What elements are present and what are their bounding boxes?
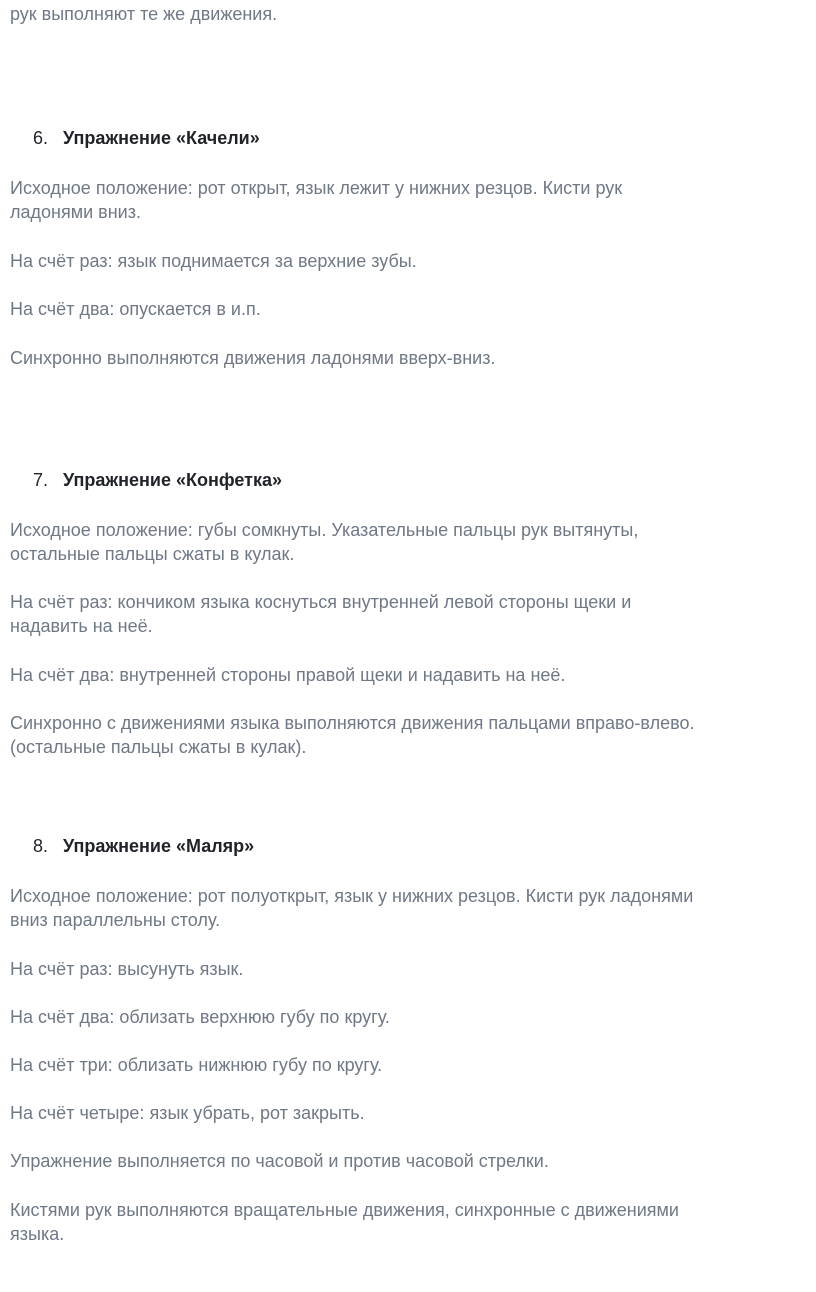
exercise-6-line: На счёт два: опускается в и.п. xyxy=(10,299,261,319)
exercise-7-heading xyxy=(33,468,282,492)
exercise-6-title: Упражнение «Качели» xyxy=(63,128,260,148)
exercise-7-line: (остальные пальцы сжаты в кулак). xyxy=(10,737,307,757)
exercise-7-line: Исходное положение: губы сомкнуты. Указательные пальцы рук вытянуты, xyxy=(10,520,639,540)
exercise-6-heading xyxy=(33,126,260,150)
exercise-6-line: На счёт раз: язык поднимается за верхние зубы. xyxy=(10,251,417,271)
exercise-8-number: 8. xyxy=(33,836,49,856)
exercise-8-line: На счёт два: облизать верхнюю губу по кругу. xyxy=(10,1007,390,1027)
exercise-8-line: На счёт три: облизать нижнюю губу по кругу. xyxy=(10,1055,383,1075)
exercise-8-heading xyxy=(33,834,254,858)
exercise-7-title: Упражнение «Конфетка» xyxy=(63,470,282,490)
exercise-6-number: 6. xyxy=(33,128,49,148)
intro-tail-text: рук выполняют те же движения. xyxy=(10,4,278,24)
exercise-7-line: На счёт два: внутренней стороны правой щеки и надавить на неё. xyxy=(10,665,566,685)
exercise-8-line: На счёт четыре: язык убрать, рот закрыть. xyxy=(10,1103,365,1123)
exercise-8-line: Упражнение выполняется по часовой и против часовой стрелки. xyxy=(10,1151,549,1171)
exercise-6-line: ладонями вниз. xyxy=(10,202,141,222)
exercise-7-number: 7. xyxy=(33,470,49,490)
exercise-8-line: языка. xyxy=(10,1224,65,1244)
exercise-8-line: На счёт раз: высунуть язык. xyxy=(10,959,244,979)
exercise-8-title: Упражнение «Маляр» xyxy=(63,836,255,856)
exercise-6-line: Исходное положение: рот открыт, язык лежит у нижних резцов. Кисти рук xyxy=(10,178,623,198)
exercise-7-line: Синхронно с движениями языка выполняются движения пальцами вправо-влево. xyxy=(10,713,695,733)
exercise-8-line: Исходное положение: рот полуоткрыт, язык у нижних резцов. Кисти рук ладонями xyxy=(10,886,694,906)
exercise-8-line: Кистями рук выполняются вращательные движения, синхронные с движениями xyxy=(10,1200,679,1220)
exercise-7-line: остальные пальцы сжаты в кулак. xyxy=(10,544,295,564)
exercise-7-line: надавить на неё. xyxy=(10,616,153,636)
exercise-6-line: Синхронно выполняются движения ладонями вверх-вниз. xyxy=(10,348,496,368)
exercise-8-line: вниз параллельны столу. xyxy=(10,910,221,930)
exercise-7-line: На счёт раз: кончиком языка коснуться внутренней левой стороны щеки и xyxy=(10,592,632,612)
